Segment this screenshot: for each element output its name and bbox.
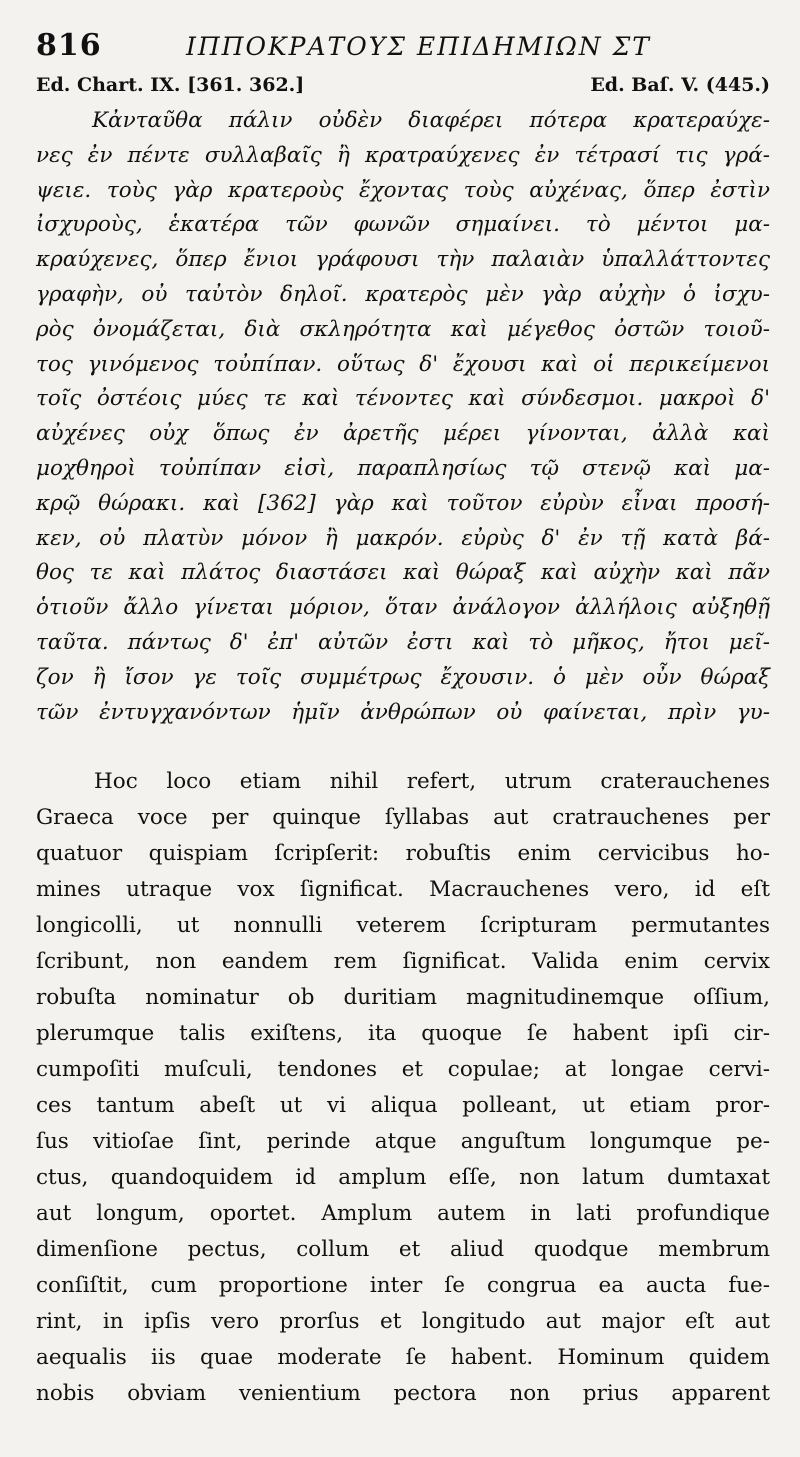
greek-line: Κἀνταῦθα πάλιν οὐδὲν διαφέρει πότερα κρατεραύχε- bbox=[92, 108, 770, 133]
latin-line: ſcribunt, non eandem rem ſignificat. Valida enim cervix bbox=[36, 949, 770, 975]
edition-references bbox=[36, 74, 770, 104]
greek-line: νες ἐν πέντε συλλαβαῖς ἢ κρατραύχενες ἐν τέτρασί τις γρά- bbox=[36, 142, 770, 168]
latin-line: Hoc loco etiam nihil refert, utrum craterauchenes bbox=[94, 769, 770, 795]
latin-line: ctus, quandoquidem id amplum eſſe, non latum dumtaxat bbox=[36, 1165, 770, 1191]
latin-line: ſus vitioſae ſint, perinde atque anguſtum longumque pe- bbox=[36, 1129, 770, 1155]
latin-line: cumpoſiti muſculi, tendones et copulae; at longae cervi- bbox=[36, 1057, 770, 1083]
running-title: ΙΠΠΟΚΡΑΤΟΥΣ ΕΠΙΔΗΜΙΩΝ ΣΤ bbox=[186, 32, 651, 61]
greek-line: γραφὴν, οὐ ταὐτὸν δηλοῖ. κρατερὸς μὲν γὰρ αὐχὴν ὁ ἰσχυ- bbox=[36, 281, 770, 307]
greek-line: ὁτιοῦν ἄλλο γίνεται μόριον, ὅταν ἀνάλογον ἀλλήλοις αὐξηθῇ bbox=[36, 595, 770, 621]
greek-line: μοχθηροὶ τοὐπίπαν εἰσὶ, παραπλησίως τῷ στενῷ καὶ μα- bbox=[36, 455, 770, 481]
latin-line: mines utraque vox ſignificat. Macrauchenes vero, id eſt bbox=[36, 877, 770, 903]
greek-line: τοῖς ὀστέοις μύες τε καὶ τένοντες καὶ σύνδεσμοι. μακροὶ δ' bbox=[36, 386, 770, 412]
latin-line: plerumque talis exiſtens, ita quoque ſe habent ipſi cir- bbox=[36, 1021, 770, 1047]
edition-left: Ed. Chart. IX. [361. 362.] bbox=[36, 74, 305, 96]
latin-text-block bbox=[36, 764, 770, 1412]
greek-line: ζον ἢ ἴσον γε τοῖς συμμέτρως ἔχουσιν. ὁ μὲν οὖν θώραξ bbox=[36, 664, 770, 690]
latin-line: dimenſione pectus, collum et aliud quodque membrum bbox=[36, 1237, 770, 1263]
page-header bbox=[36, 28, 770, 72]
latin-line: robuſta nominatur ob duritiam magnitudinemque oſſium, bbox=[36, 985, 770, 1011]
latin-line: Graeca voce per quinque ſyllabas aut cratrauchenes per bbox=[36, 805, 770, 831]
latin-line: aequalis iis quae moderate ſe habent. Hominum quidem bbox=[36, 1345, 770, 1371]
greek-line: τος γινόμενος τοὐπίπαν. οὕτως δ' ἔχουσι καὶ οἱ περικείμενοι bbox=[36, 351, 770, 377]
edition-right: Ed. Baſ. V. (445.) bbox=[590, 74, 770, 96]
greek-line: κραύχενες, ὅπερ ἔνιοι γράφουσι τὴν παλαιὰν ὑπαλλάττοντες bbox=[36, 247, 770, 273]
greek-text-block bbox=[36, 104, 770, 730]
page-number: 816 bbox=[36, 28, 102, 63]
greek-line: ψειε. τοὺς γὰρ κρατεροὺς ἔχοντας τοὺς αὐχένας, ὅπερ ἐστὶν bbox=[36, 177, 770, 203]
latin-line: longicolli, ut nonnulli veterem ſcripturam permutantes bbox=[36, 913, 770, 939]
greek-line: κεν, οὐ πλατὺν μόνον ἢ μακρόν. εὐρὺς δ' ἐν τῇ κατὰ βά- bbox=[36, 525, 770, 551]
latin-line: ces tantum abeſt ut vi aliqua polleant, ut etiam pror- bbox=[36, 1093, 770, 1119]
latin-line: conſiſtit, cum proportione inter ſe congrua ea aucta fue- bbox=[36, 1273, 770, 1299]
greek-line: τῶν ἐντυγχανόντων ἡμῖν ἀνθρώπων οὐ φαίνεται, πρὶν γυ- bbox=[36, 699, 770, 725]
greek-line: αὐχένες οὐχ ὅπως ἐν ἀρετῆς μέρει γίνονται, ἀλλὰ καὶ bbox=[36, 421, 770, 447]
greek-line: ταῦτα. πάντως δ' ἐπ' αὐτῶν ἐστι καὶ τὸ μῆκος, ἤτοι μεῖ- bbox=[36, 629, 770, 655]
latin-line: nobis obviam venientium pectora non prius apparent bbox=[36, 1381, 770, 1407]
latin-line: rint, in ipſis vero prorſus et longitudo aut major eſt aut bbox=[36, 1309, 770, 1335]
greek-line: θος τε καὶ πλάτος διαστάσει καὶ θώραξ καὶ αὐχὴν καὶ πᾶν bbox=[36, 560, 770, 586]
latin-line: quatuor quispiam ſcripſerit: robuſtis enim cervicibus ho- bbox=[36, 841, 770, 867]
greek-line: κρῷ θώρακι. καὶ [362] γὰρ καὶ τοῦτον εὐρὺν εἶναι προσή- bbox=[36, 490, 770, 516]
greek-line: ἰσχυροὺς, ἑκατέρα τῶν φωνῶν σημαίνει. τὸ μέντοι μα- bbox=[36, 212, 770, 238]
latin-line: aut longum, oportet. Amplum autem in lati profundique bbox=[36, 1201, 770, 1227]
greek-line: ρὸς ὀνομάζεται, διὰ σκληρότητα καὶ μέγεθος ὀστῶν τοιοῦ- bbox=[36, 316, 770, 342]
